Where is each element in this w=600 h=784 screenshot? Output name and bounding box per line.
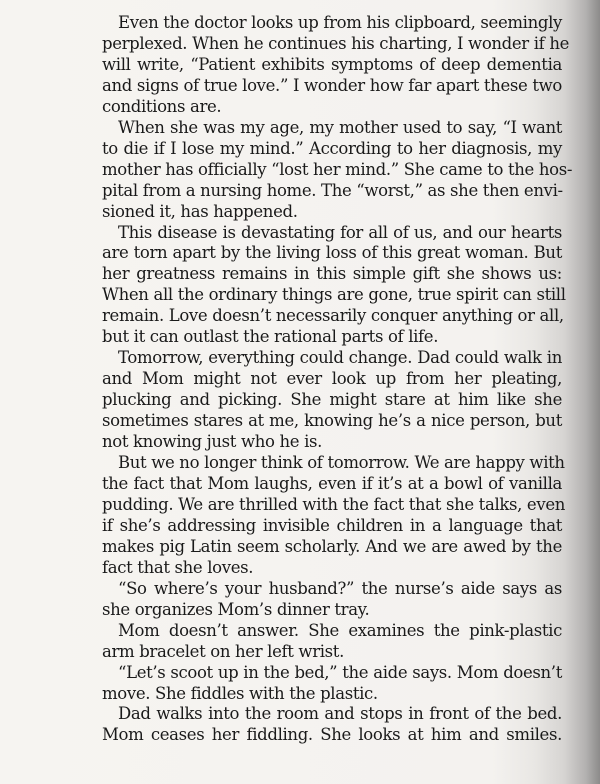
text-line: pudding. We are thrilled with the fact that she talks, even (102, 494, 566, 514)
text-line: pital from a nursing home. The “worst,” as she then envi- (102, 180, 563, 200)
text-line: Even the doctor looks up from his clipboard, seemingly (118, 13, 562, 32)
text-line: will write, “Patient exhibits symptoms of deep dementia (102, 54, 562, 74)
text-line: if she’s addressing invisible children in a language that (102, 515, 562, 535)
text-line: fact that she loves. (102, 557, 254, 577)
text-line: arm bracelet on her left wrist. (102, 641, 344, 661)
text-line: sioned it, has happened. (102, 201, 298, 221)
page-gutter-shadow (586, 0, 600, 784)
text-line: But we no longer think of tomorrow. We are happy with (118, 453, 565, 473)
text-line: to die if I lose my mind.” According to her diagnosis, my (102, 138, 562, 158)
paragraph (86, 13, 570, 118)
text-line: plucking and picking. She might stare at him like she (102, 390, 562, 410)
paragraph (86, 348, 562, 453)
paragraph (86, 222, 566, 349)
paragraph (86, 663, 562, 705)
text-line: Dad walks into the room and stops in front of the bed. (118, 704, 562, 724)
paragraph (86, 621, 562, 663)
text-line: makes pig Latin seem scholarly. And we are awed by the (102, 536, 562, 556)
text-line: When all the ordinary things are gone, true spirit can still (102, 285, 566, 305)
text-line: remain. Love doesn’t necessarily conquer anything or all, (102, 306, 564, 326)
text-line: sometimes stares at me, knowing he’s a nice person, but (102, 411, 562, 431)
text-line: and signs of true love.” I wonder how far apart these two (102, 75, 562, 95)
body-text (86, 13, 573, 746)
text-line: her greatness remains in this simple gift she shows us: (102, 264, 562, 284)
paragraph (86, 117, 573, 223)
text-line: Mom ceases her fiddling. She looks at him and smiles. (102, 725, 562, 745)
paragraph (86, 453, 566, 579)
text-line: perplexed. When he continues his charting, I wonder if he (102, 33, 570, 53)
text-line: This disease is devastating for all of us, and our hearts (118, 222, 562, 242)
text-line: When she was my age, my mother used to say, “I want (118, 117, 562, 137)
text-line: “Let’s scoot up in the bed,” the aide says. Mom doesn’t (118, 662, 562, 682)
text-line: conditions are. (102, 96, 222, 116)
text-line: not knowing just who he is. (102, 432, 323, 452)
text-line: and Mom might not ever look up from her pleating, (102, 369, 562, 389)
text-line: mother has officially “lost her mind.” She came to the hos- (102, 159, 573, 179)
paragraph (86, 579, 562, 621)
text-line: move. She fiddles with the plastic. (102, 683, 378, 703)
text-line: “So where’s your husband?” the nurse’s aide says as (118, 578, 562, 598)
text-line: but it can outlast the rational parts of life. (102, 327, 439, 347)
text-line: Mom doesn’t answer. She examines the pink-plastic (118, 620, 562, 640)
text-line: she organizes Mom’s dinner tray. (102, 599, 370, 619)
paragraph (86, 704, 562, 746)
text-line: the fact that Mom laughs, even if it’s at a bowl of vanilla (102, 473, 562, 493)
text-line: are torn apart by the living loss of this great woman. But (102, 243, 562, 263)
text-line: Tomorrow, everything could change. Dad could walk in (118, 348, 562, 368)
